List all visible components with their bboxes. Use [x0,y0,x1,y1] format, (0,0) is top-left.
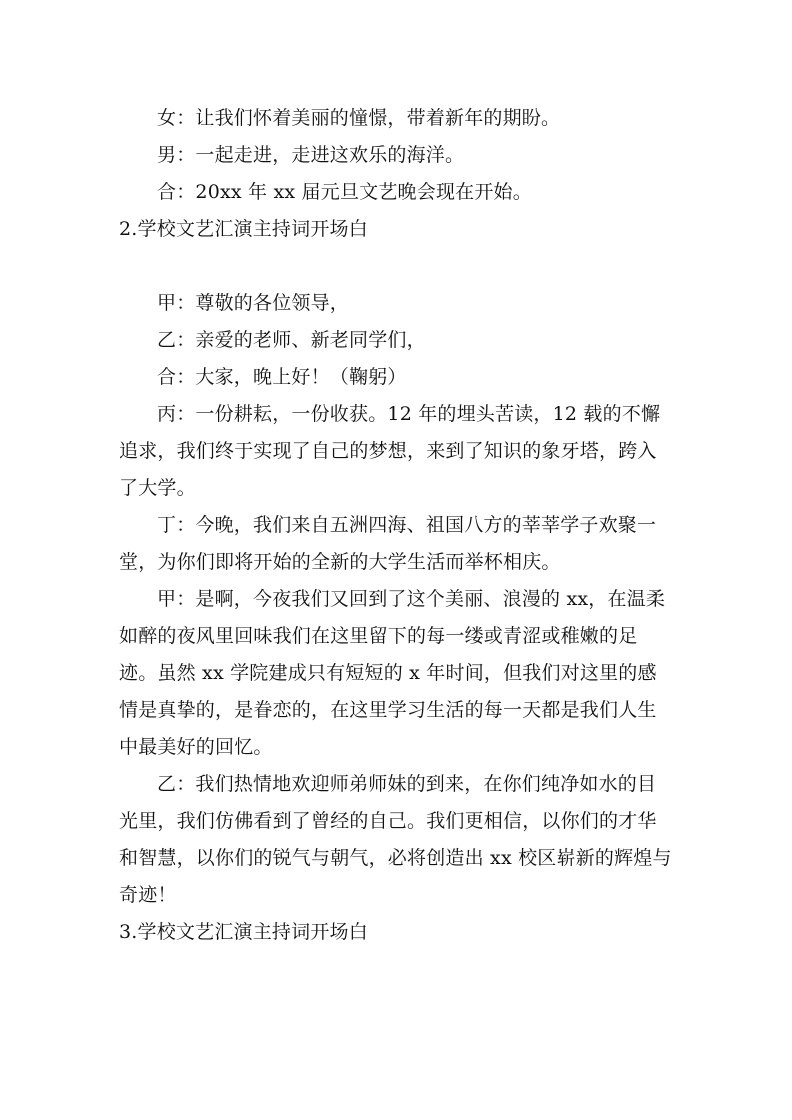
section-heading-3: 3.学校文艺汇演主持词开场白 [119,921,368,943]
dialogue-line-together-greeting: 合：大家，晚上好！（鞠躬） [157,366,407,388]
dialogue-paragraph-yi: 乙：我们热情地欢迎师弟师妹的到来，在你们纯净如水的目光里，我们仿佛看到了曾经的自己。我们更相信，以你们的才华和智慧，以你们的锐气与朝气，必将创造出 xx 校区崭新的辉煌与奇迹！ [119,773,672,906]
dialogue-paragraph-bing: 丙：一份耕耘，一份收获。12 年的埋头苦读，12 载的不懈追求，我们终于实现了自己的梦想，来到了知识的象牙塔，跨入了大学。 [119,403,661,499]
dialogue-line-jia-greeting: 甲：尊敬的各位领导， [157,292,350,314]
dialogue-paragraph-ding: 丁：今晚，我们来自五洲四海、祖国八方的莘莘学子欢聚一堂，为你们即将开始的全新的大学生活而举杯相庆。 [119,514,657,573]
document-body [119,100,675,951]
blank-spacer [119,248,675,285]
dialogue-line-male: 男：一起走进，走进这欢乐的海洋。 [157,144,465,166]
dialogue-line-female: 女：让我们怀着美丽的憧憬，带着新年的期盼。 [157,107,561,129]
section-heading-2: 2.学校文艺汇演主持词开场白 [119,218,368,240]
dialogue-paragraph-jia: 甲：是啊，今夜我们又回到了这个美丽、浪漫的 xx，在温柔如醉的夜风里回味我们在这里留下的每一缕或青涩或稚嫩的足迹。虽然 xx 学院建成只有短短的 x 年时间，但我们对这里的感情是真挚的，是眷恋的，在这里学习生活的每一天都是我们人生中最美好的回忆。 [119,588,666,758]
dialogue-line-yi-greeting: 乙：亲爱的老师、新老同学们， [157,329,426,351]
dialogue-line-together: 合：20xx 年 xx 届元旦文艺晚会现在开始。 [157,181,532,203]
